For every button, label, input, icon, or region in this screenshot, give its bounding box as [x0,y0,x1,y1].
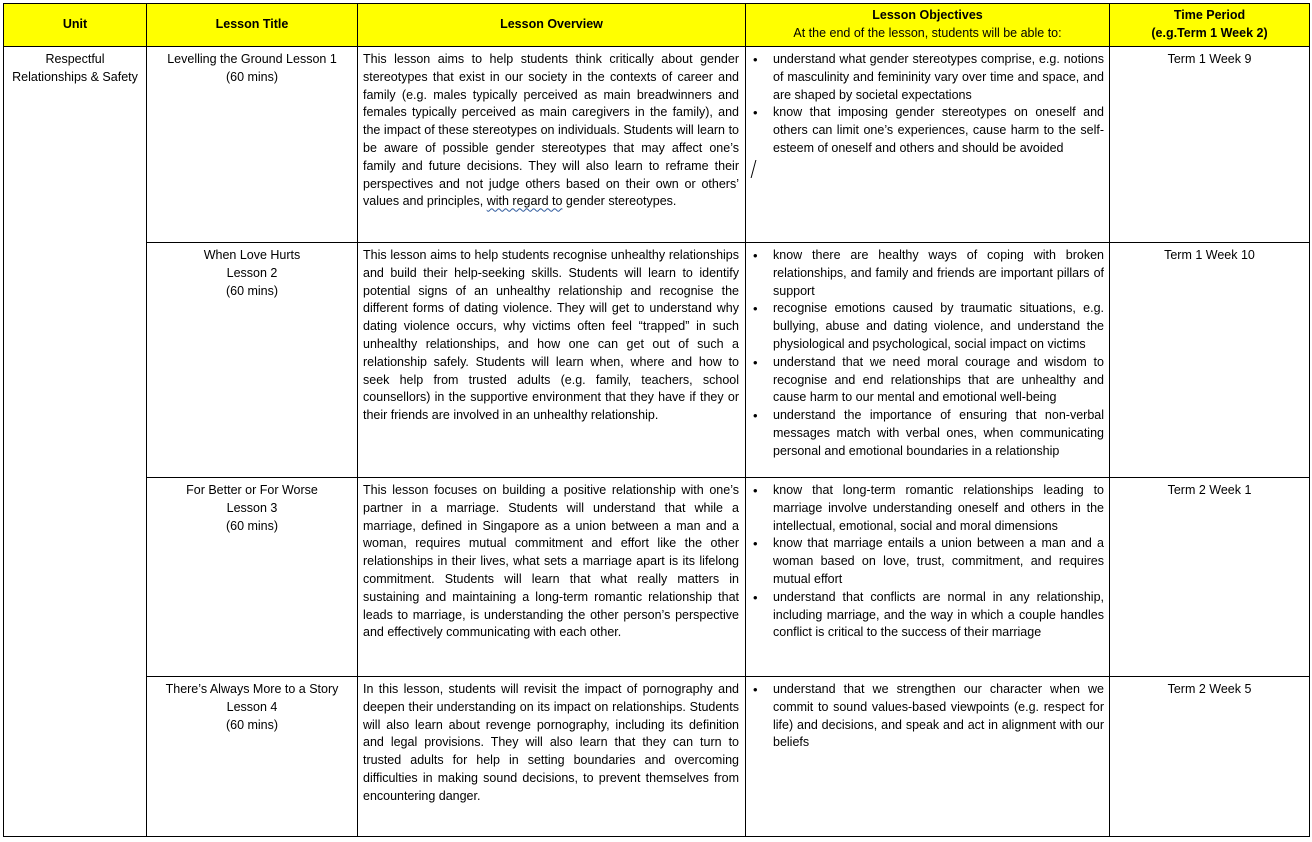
objective-item: • understand that we strengthen our character when we commit to sound values-based viewpoints (e.g. respect for life) and decisions, and speak and act in alignment with our beliefs [750,681,1104,752]
lesson-title-cell [147,677,358,837]
time-period-header [1110,4,1310,47]
objective-item: • understand the importance of ensuring that non-verbal messages match with verbal ones, when communicating personal and emotional boundaries in a relationship [750,407,1104,460]
lesson-objectives-cell [746,677,1110,837]
lesson-overview-cell: This lesson aims to help students recognise unhealthy relationships and build their help-seeking skills. Students will learn to identify potential signs of an unhealthy relationship and recognise the different forms of dating violence. They will get to understand why dating violence occurs, why victims often feel “trapped” in such unhealthy relationships, and how one can get out of such a relationship safely. Students will learn when, where and how to seek help from trusted adults (e.g. family, teachers, school counsellors) in the supportive environment that they have if they or their friends are involved in an unhealthy relationship. [358,243,746,478]
text-cursor [751,160,757,178]
lesson-overview-end: gender stereotypes. [565,194,677,209]
lesson-title-cell [147,478,358,677]
lesson-objectives-cell [746,243,1110,478]
lesson-duration: (60 mins) [225,518,279,533]
lesson-overview-text: This lesson aims to help students think critically about gender stereotypes that exist in our society in the contexts of career and family (e.g. males typically perceived as main breadwinners and females typically perceived as main caregivers in the family), and the impact of these stereotypes on individuals. Students will learn to be aware of possible gender stereotypes that may affect one’s family and future decisions. They will also learn to reframe their perspectives and not judge others based on their own or others’ values and principles, [363,52,739,209]
objective-item: • know there are healthy ways of coping with broken relationships, and family and friends are important pillars of support [750,247,1104,300]
lesson-title-cell [147,47,358,243]
time-period-cell: Term 1 Week 9 [1110,47,1310,243]
lesson-overview-cell: In this lesson, students will revisit the impact of pornography and deepen their understanding on its impact on relationships. Students will also learn about revenge pornography, including its definition and legal provisions. They will also learn that they can turn to trusted adults for help in setting boundaries and overcoming difficulties in making sound decisions, to prevent themselves from encountering danger. [358,677,746,837]
lesson-title: There’s Always More to a Story [165,682,339,696]
lesson-title: For Better or For Worse [186,483,318,497]
time-period-cell: Term 1 Week 10 [1110,243,1310,478]
lesson-objectives-cell [746,478,1110,677]
lesson-duration: (60 mins) [225,283,279,298]
table-row [4,677,1310,837]
lesson-title: When Love Hurts [203,248,301,262]
lesson-number: Lesson 4 [226,699,278,714]
table-row [4,478,1310,677]
time-period-cell: Term 2 Week 1 [1110,478,1310,677]
lesson-title-header: Lesson Title [147,4,358,47]
objective-item: • know that long-term romantic relationships leading to marriage involve understanding oneself and others in the intellectual, emotional, social and moral dimensions [750,482,1104,535]
grammar-flag[interactable]: with regard to [486,194,563,209]
objective-item: • understand that conflicts are normal in any relationship, including marriage, and the way in which a couple handles conflict is critical to the success of their marriage [750,589,1104,642]
unit-cell: Respectful Relationships & Safety [4,47,147,837]
objective-item: • understand that we need moral courage and wisdom to recognise and end relationships that are unhealthy and cause harm to our mental and emotional well-being [750,354,1104,407]
objectives-header-subtitle: At the end of the lesson, students will be able to: [793,26,1062,40]
time-header-label: Time Period [1173,8,1246,23]
lesson-objectives-header [746,4,1110,47]
table-row [4,243,1310,478]
lesson-objectives-cell [746,47,1110,243]
objective-item: • know that imposing gender stereotypes on oneself and others can limit one’s experiences, cause harm to the self-esteem of oneself and others and should be avoided [750,104,1104,157]
time-header-example: (e.g.Term 1 Week 2) [1151,26,1268,40]
header-row [4,4,1310,47]
objectives-header-label: Lesson Objectives [872,8,983,23]
lesson-overview-cell [358,47,746,243]
lesson-number: Lesson 3 [226,500,278,515]
objective-item: • recognise emotions caused by traumatic situations, e.g. bullying, abuse and dating violence, and understand the physiological and psychological, social impact on victims [750,300,1104,353]
objective-item: • understand what gender stereotypes comprise, e.g. notions of masculinity and femininity vary over time and space, and are shaped by societal expectations [750,51,1104,104]
unit-header: Unit [4,4,147,47]
lesson-overview-cell: This lesson focuses on building a positive relationship with one’s partner in a marriage. Students will understand that while a marriage, defined in Singapore as a union between a man and a woman, requires mutual commitment and effort like the other relationships in their lives, what sets a marriage apart is its lifelong commitment. Students will learn that what really matters in sustaining and maintaining a long-term romantic relationship that leads to marriage, is understanding the other person’s perspective and effectively communicating with each other. [358,478,746,677]
lesson-overview-header: Lesson Overview [358,4,746,47]
time-period-cell: Term 2 Week 5 [1110,677,1310,837]
table-row [4,47,1310,243]
lesson-duration: (60 mins) [225,717,279,732]
lesson-plan-table [3,3,1310,837]
lesson-title: Levelling the Ground Lesson 1 [167,52,337,66]
lesson-title-cell [147,243,358,478]
lesson-number: Lesson 2 [226,265,278,280]
objective-item: • know that marriage entails a union between a man and a woman based on love, trust, commitment, and requires mutual effort [750,535,1104,588]
lesson-duration: (60 mins) [225,69,279,84]
